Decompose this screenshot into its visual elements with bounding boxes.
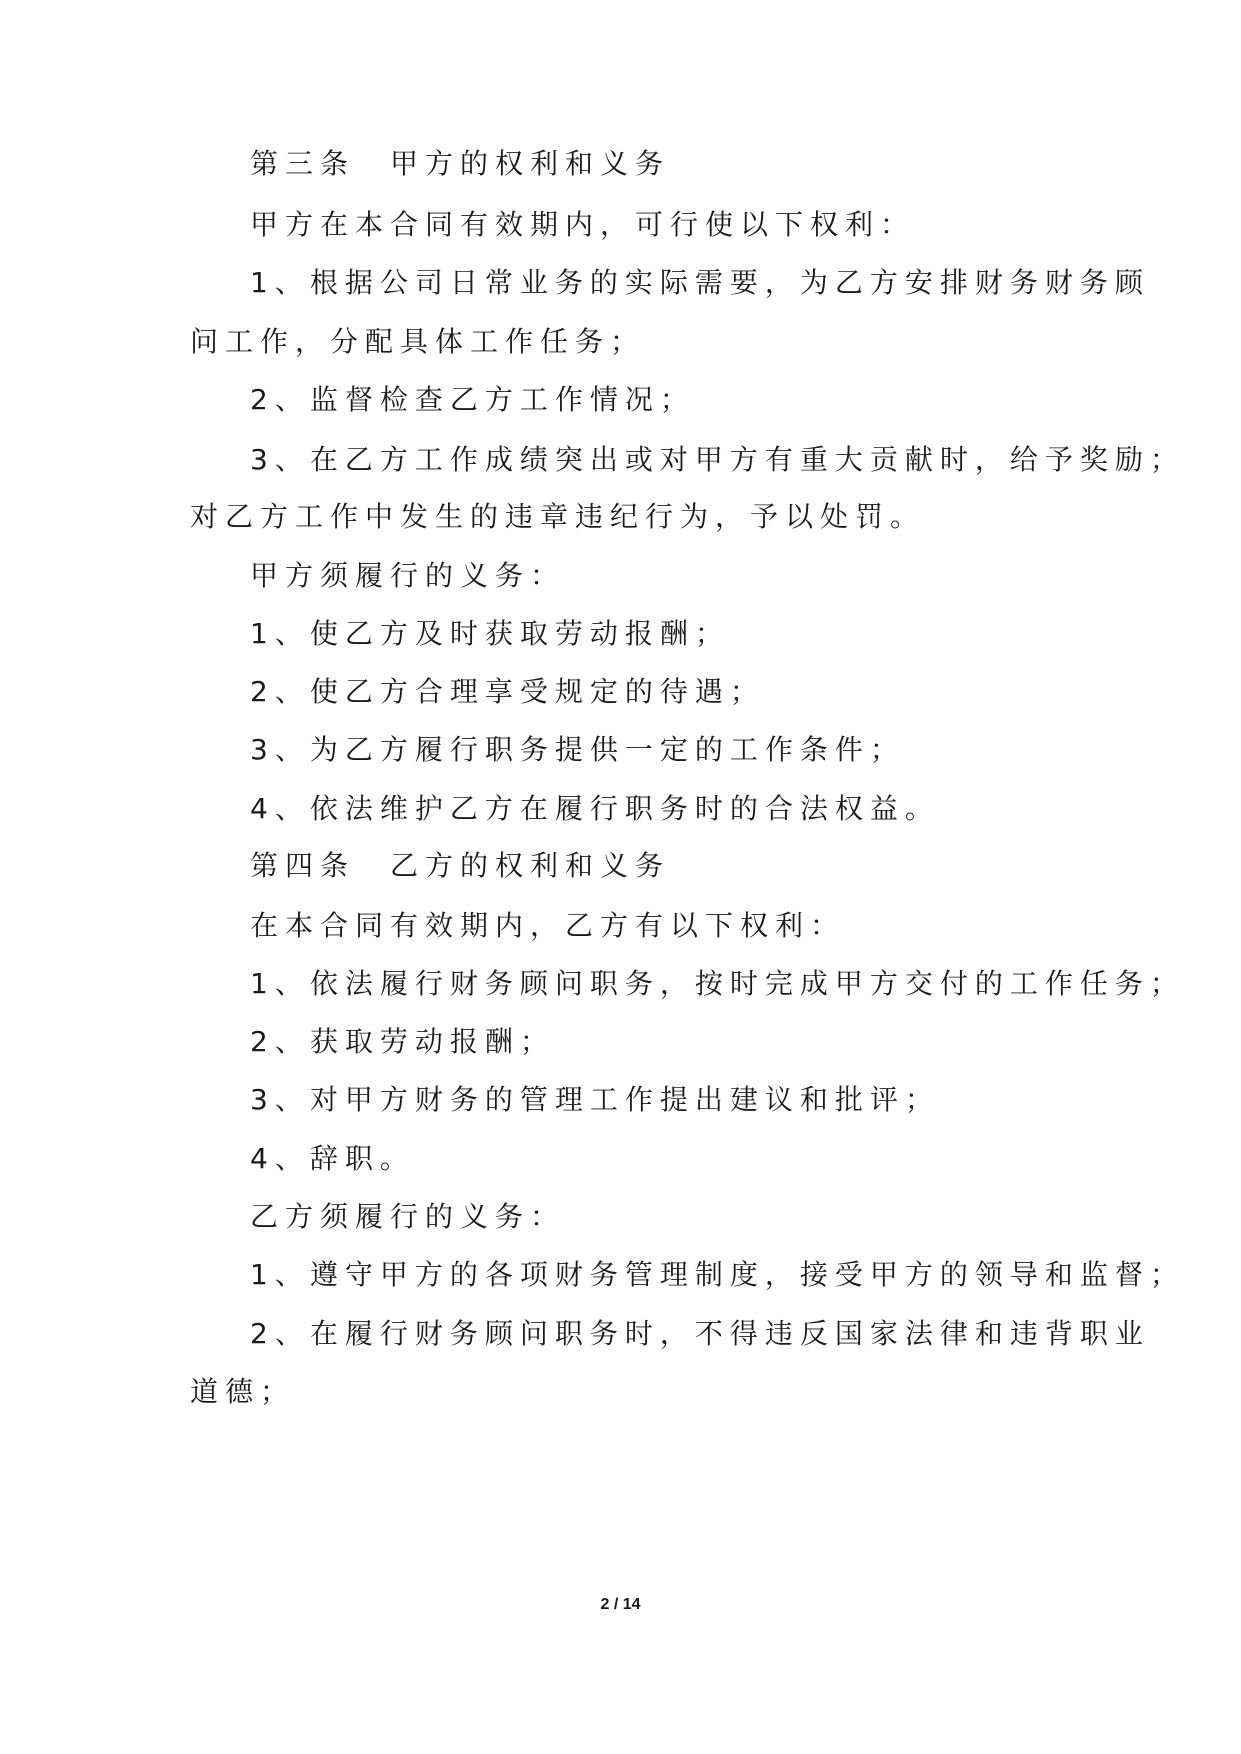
- list-item-continuation: 对乙方工作中发生的违章违纪行为，予以处罚。: [190, 500, 926, 533]
- list-item-line: 1、根据公司日常业务的实际需要，为乙方安排财务财务顾: [250, 266, 1150, 299]
- page-number: 2 / 14: [600, 1596, 641, 1613]
- list-item-line: 4、辞职。: [250, 1142, 415, 1175]
- paragraph-line: 甲方须履行的义务：: [250, 559, 566, 592]
- list-item-line: 1、使乙方及时获取劳动报酬；: [250, 617, 730, 650]
- list-item-continuation: 问工作，分配具体工作任务；: [190, 325, 646, 358]
- list-item-line: 3、为乙方履行职务提供一定的工作条件；: [250, 733, 905, 766]
- list-item-line: 2、获取劳动报酬；: [250, 1025, 555, 1058]
- list-item-line: 3、对甲方财务的管理工作提出建议和批评；: [250, 1083, 940, 1116]
- list-item-line: 2、在履行财务顾问职务时，不得违反国家法律和违背职业: [250, 1317, 1150, 1350]
- list-item-continuation: 道德；: [190, 1375, 296, 1408]
- section-heading-article-3: 第三条 甲方的权利和义务: [250, 147, 671, 180]
- paragraph-line: 甲方在本合同有效期内，可行使以下权利：: [250, 208, 916, 241]
- list-item-line: 2、使乙方合理享受规定的待遇；: [250, 675, 765, 708]
- list-item-line: 2、监督检查乙方工作情况；: [250, 383, 695, 416]
- list-item-line: 4、依法维护乙方在履行职务时的合法权益。: [250, 792, 940, 825]
- list-item-line: 3、在乙方工作成绩突出或对甲方有重大贡献时，给予奖励；: [250, 443, 1185, 476]
- list-item-line: 1、依法履行财务顾问职务，按时完成甲方交付的工作任务；: [250, 967, 1185, 1000]
- paragraph-line: 乙方须履行的义务：: [250, 1200, 566, 1233]
- list-item-line: 1、遵守甲方的各项财务管理制度，接受甲方的领导和监督；: [250, 1258, 1185, 1291]
- section-heading-article-4: 第四条 乙方的权利和义务: [250, 849, 671, 882]
- paragraph-line: 在本合同有效期内，乙方有以下权利：: [250, 909, 846, 942]
